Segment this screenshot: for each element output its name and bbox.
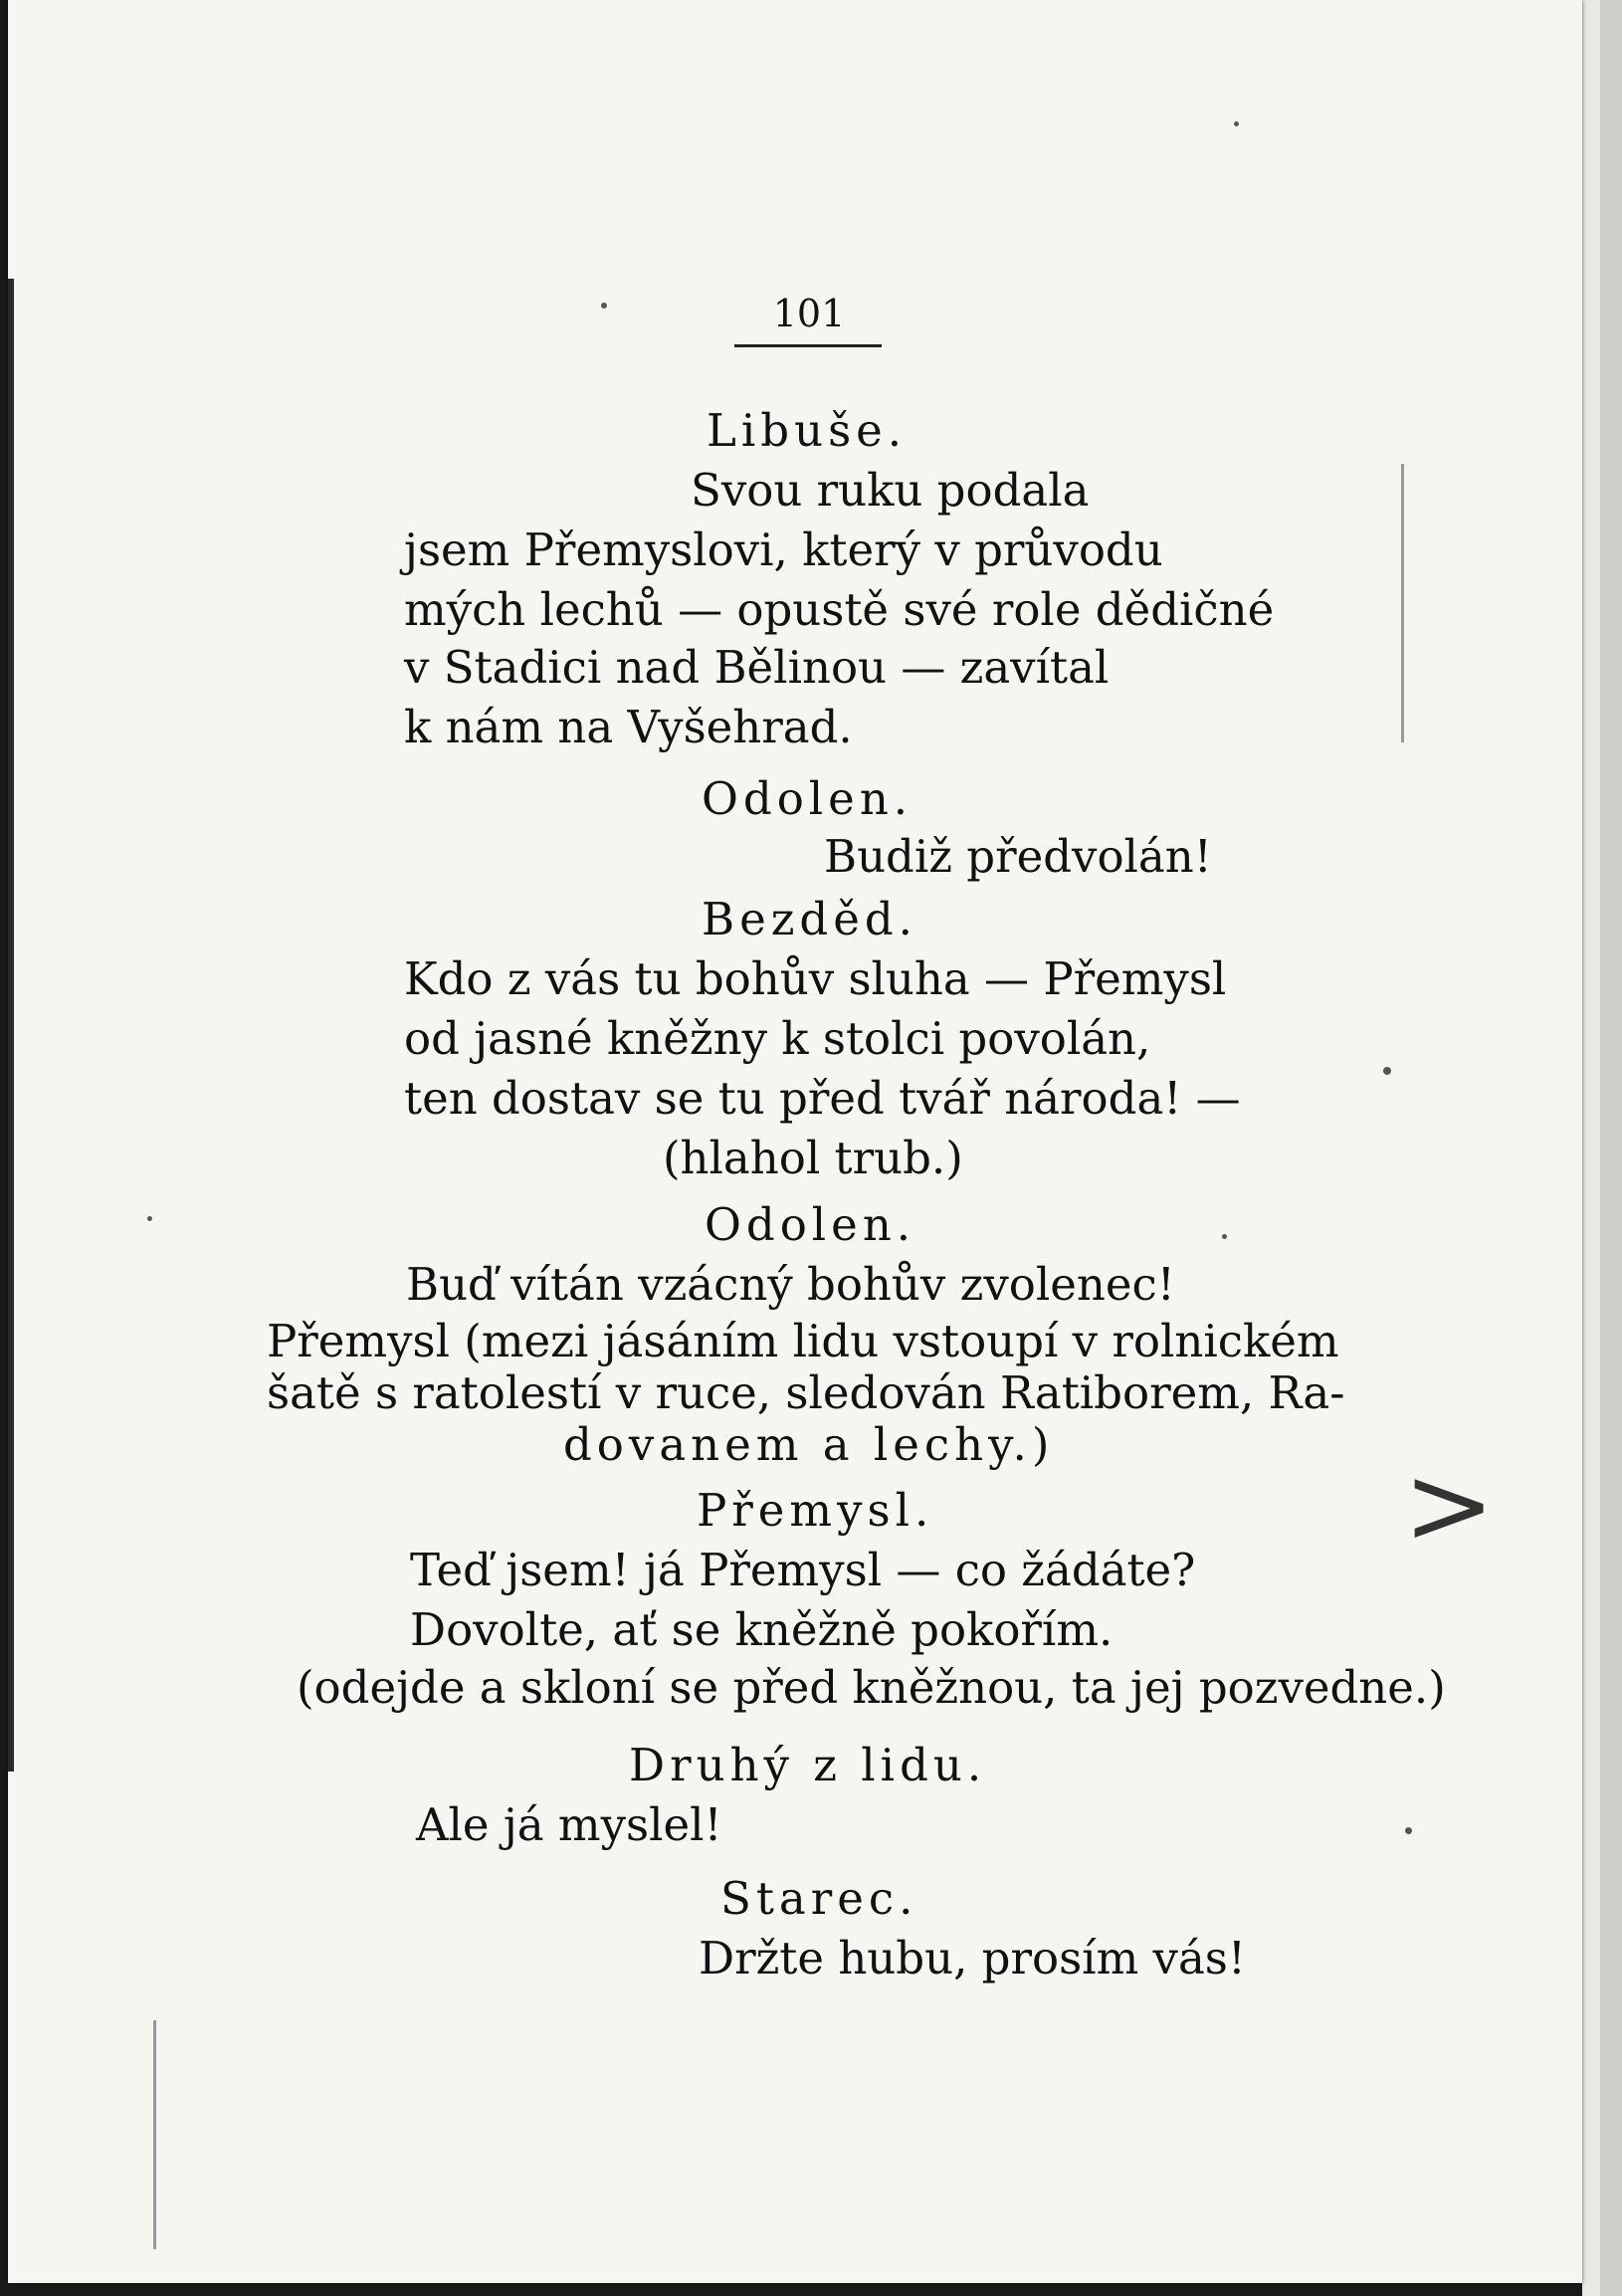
scan-speck xyxy=(601,303,607,309)
scan-speck xyxy=(1383,1067,1391,1075)
verse-line: Držte hubu, prosím vás! xyxy=(699,1932,1246,1984)
verse-line: od jasné kněžny k stolci povolán, xyxy=(404,1012,1151,1065)
speaker-druhy-z-lidu: Druhý z lidu. xyxy=(629,1739,987,1791)
speaker-odolen: Odolen. xyxy=(705,1198,916,1251)
speaker-starec: Starec. xyxy=(720,1872,918,1925)
verse-line: Svou ruku podala xyxy=(691,464,1090,517)
scan-scratch xyxy=(8,279,14,1772)
page-edge xyxy=(1582,0,1622,2296)
speaker-premysl: Přemysl. xyxy=(697,1484,934,1537)
verse-line: mých lechů — opustě své role dědičné xyxy=(404,583,1275,636)
stage-direction: (hlahol trub.) xyxy=(663,1132,963,1184)
verse-line: Budiž předvolán! xyxy=(824,830,1212,883)
speaker-odolen: Odolen. xyxy=(702,772,913,825)
verse-line: Kdo z vás tu bohův sluha — Přemysl xyxy=(404,952,1227,1005)
page-number-rule xyxy=(734,344,882,347)
stage-direction: (odejde a skloní se před kněžnou, ta jej pozvedne.) xyxy=(297,1661,1446,1714)
page-number: 101 xyxy=(772,292,846,335)
verse-line: Dovolte, ať se kněžně pokořím. xyxy=(410,1603,1114,1656)
scan-speck xyxy=(1222,1234,1227,1239)
verse-line: jsem Přemyslovi, který v průvodu xyxy=(404,523,1163,576)
verse-line: ten dostav se tu před tvář národa! — xyxy=(404,1072,1241,1125)
verse-line: Teď jsem! já Přemysl — co žádáte? xyxy=(410,1544,1196,1596)
speaker-bezded: Bezděd. xyxy=(702,893,917,945)
margin-bracket-mark: > xyxy=(1403,1441,1496,1568)
stage-direction: šatě s ratolestí v ruce, sledován Ratiborem, Ra- xyxy=(267,1366,1345,1419)
scan-speck xyxy=(1234,121,1239,126)
verse-line: Ale já myslel! xyxy=(416,1798,722,1851)
scan-scratch xyxy=(153,2020,156,2249)
verse-line: v Stadici nad Bělinou — zavítal xyxy=(404,641,1110,694)
verse-line: Buď vítán vzácný bohův zvolenec! xyxy=(406,1258,1175,1311)
scan-speck xyxy=(1405,1827,1412,1834)
book-page xyxy=(8,0,1582,2283)
verse-line: k nám na Vyšehrad. xyxy=(404,701,853,753)
scan-scratch xyxy=(1401,464,1404,742)
scan-speck xyxy=(147,1216,152,1221)
speaker-libuse: Libuše. xyxy=(707,404,908,457)
stage-direction: Přemysl (mezi jásáním lidu vstoupí v rolnickém xyxy=(267,1315,1339,1367)
stage-direction: dovanem a lechy.) xyxy=(563,1418,1055,1471)
